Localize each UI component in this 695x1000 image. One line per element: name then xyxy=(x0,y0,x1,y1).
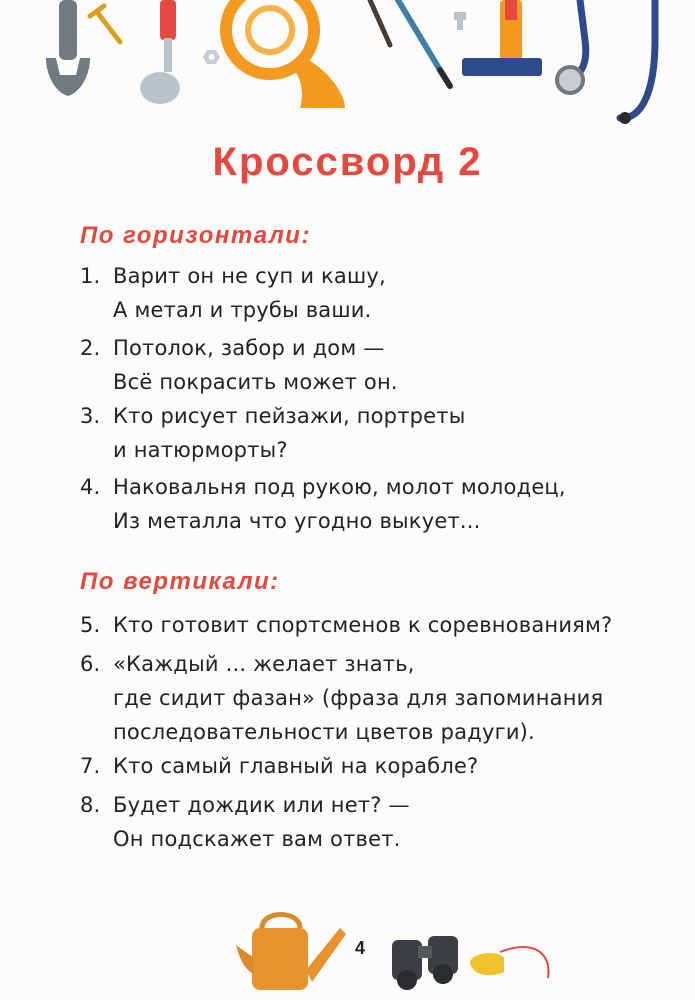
clue-7 xyxy=(80,749,478,783)
clue-number: 3. xyxy=(80,404,101,428)
clue-text: Из металла что угодно выкует... xyxy=(113,509,481,533)
clue-text: Варит он не суп и кашу, xyxy=(113,264,386,288)
clue-number: 5. xyxy=(80,613,101,637)
screw-icon xyxy=(90,6,120,42)
down-heading: По вертикали: xyxy=(80,568,280,595)
clue-text: А метал и трубы ваши. xyxy=(113,298,372,322)
wrench-icon xyxy=(46,0,90,130)
clue-3 xyxy=(80,399,466,467)
clue-8 xyxy=(80,788,410,856)
whistle-icon xyxy=(470,947,548,978)
clue-text: последовательности цветов радуги). xyxy=(113,720,535,744)
clue-text: и натюрморты? xyxy=(113,438,288,462)
nut-icon xyxy=(203,50,220,64)
hammer-icon xyxy=(462,0,542,76)
clue-number: 7. xyxy=(80,754,101,778)
clue-6 xyxy=(80,647,603,749)
ladle-icon xyxy=(140,0,180,104)
clue-1 xyxy=(80,259,386,327)
page-number: 4 xyxy=(355,938,366,958)
watering-can-icon xyxy=(236,915,346,991)
stethoscope-icon xyxy=(557,0,655,124)
clue-number: 8. xyxy=(80,793,101,817)
clue-text: где сидит фазан» (фраза для запоминания xyxy=(113,686,604,710)
clue-text: Потолок, забор и дом — xyxy=(113,336,385,360)
french-horn-icon xyxy=(226,0,345,108)
clue-text: Кто рисует пейзажи, портреты xyxy=(113,404,466,428)
across-heading: По горизонтали: xyxy=(80,222,311,249)
clue-2 xyxy=(80,331,398,399)
clue-4 xyxy=(80,470,566,538)
clue-number: 6. xyxy=(80,652,101,676)
bottom-illustrations xyxy=(0,900,695,1000)
clue-5 xyxy=(80,608,612,642)
paintbrush-icon xyxy=(370,0,450,86)
clue-text: Кто самый главный на корабле? xyxy=(113,754,479,778)
clue-number: 4. xyxy=(80,475,101,499)
clue-text: Он подскажет вам ответ. xyxy=(113,827,401,851)
clue-text: Наковальня под рукою, молот молодец, xyxy=(113,475,566,499)
clue-number: 2. xyxy=(80,336,101,360)
clue-text: «Каждый ... желает знать, xyxy=(113,652,415,676)
clue-text: Будет дождик или нет? — xyxy=(113,793,410,817)
clue-text: Всё покрасить может он. xyxy=(113,370,398,394)
binoculars-icon xyxy=(392,936,458,990)
screw-icon xyxy=(454,12,466,30)
top-illustrations xyxy=(0,0,695,140)
clue-text: Кто готовит спортсменов к соревнованиям? xyxy=(113,613,613,637)
page-title: Кроссворд 2 xyxy=(212,140,483,184)
clue-number: 1. xyxy=(80,264,101,288)
